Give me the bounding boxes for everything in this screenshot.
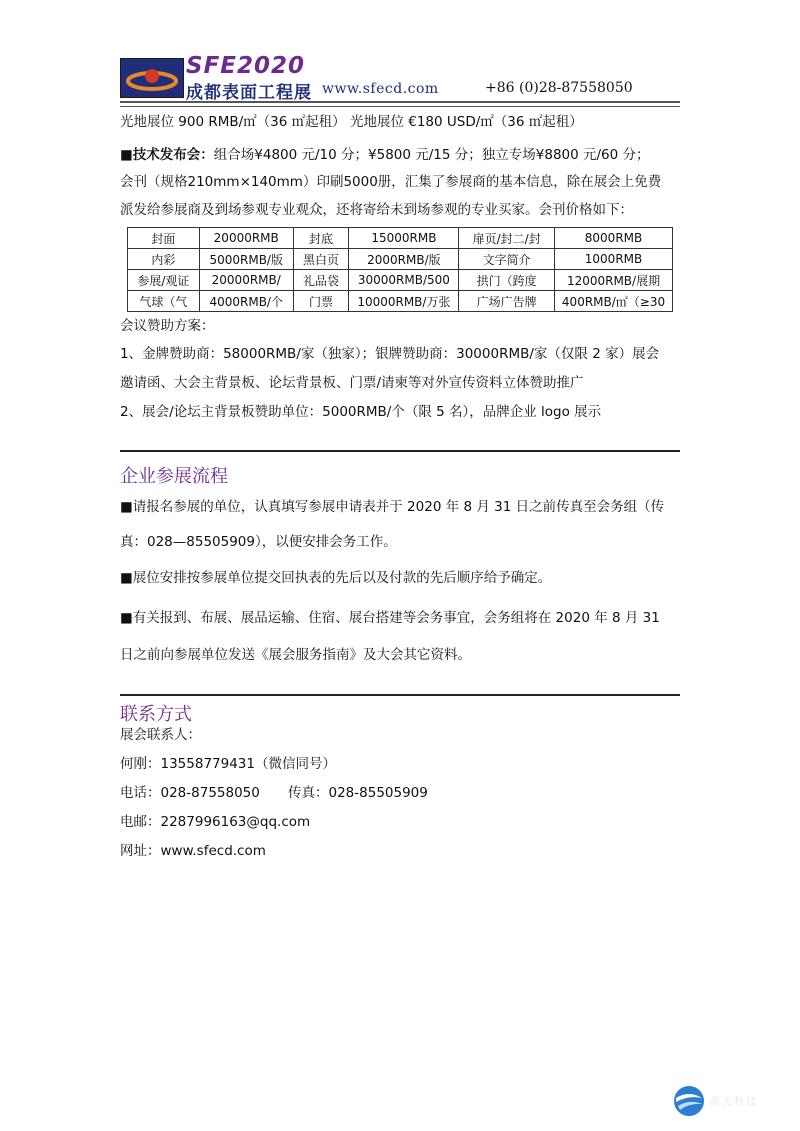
header-rule xyxy=(120,101,680,103)
table-cell: 5000RMB/版 xyxy=(199,249,293,270)
table-cell: 参展/观证 xyxy=(128,270,200,291)
contact-website[interactable]: 网址：www.sfecd.com xyxy=(120,843,266,859)
contact-email[interactable]: 电邮：2287996163@qq.com xyxy=(120,814,311,830)
logo-subtitle: 成都表面工程展 xyxy=(186,83,312,103)
contact-tel: 电话：028-87558050 xyxy=(120,785,260,801)
table-cell: 8000RMB xyxy=(555,228,673,249)
table-cell: 拱门（跨度 xyxy=(459,270,555,291)
table-cell: 封底 xyxy=(293,228,349,249)
tech-bullet: ■ xyxy=(120,147,133,163)
header-rule-thin xyxy=(120,106,680,107)
process-para-2: ■展位安排按参展单位提交回执表的先后以及付款的先后顺序给予确定。 xyxy=(120,570,552,586)
logo xyxy=(120,58,184,98)
contact-person: 何刚：13558779431（微信同号） xyxy=(120,756,336,772)
table-cell: 2000RMB/版 xyxy=(349,249,459,270)
section-divider xyxy=(120,694,680,696)
process-title: 企业参展流程 xyxy=(120,466,228,487)
process-para-3-cont: 日之前向参展单位发送《展会服务指南》及大会其它资料。 xyxy=(120,647,471,663)
header-phone: +86 (0)28-87558050 xyxy=(485,80,633,96)
sponsor-item-1-cont: 邀请函、大会主背景板、论坛背景板、门票/请柬等对外宣传资料立体赞助推广 xyxy=(120,375,584,391)
table-cell: 10000RMB/万张 xyxy=(349,291,459,312)
table-cell: 门票 xyxy=(293,291,349,312)
process-para-3: ■有关报到、布展、展品运输、住宿、展台搭建等会务事宜，会务组将在 2020 年 8 月 31 xyxy=(120,610,660,626)
catalog-line-2: 派发给参展商及到场参观专业观众，还将寄给未到场参观的专业买家。会刊价格如下： xyxy=(120,202,633,218)
table-row xyxy=(128,228,673,249)
logo-title: SFE2020 xyxy=(186,53,306,79)
globe-logo-icon xyxy=(672,1084,706,1118)
table-cell: 20000RMB/ xyxy=(199,270,293,291)
logo-emblem-icon xyxy=(121,59,183,97)
section-divider xyxy=(120,450,680,452)
footer-watermark: 蓝天科技 xyxy=(710,1097,758,1108)
table-cell: 30000RMB/500 xyxy=(349,270,459,291)
table-cell: 礼品袋 xyxy=(293,270,349,291)
table-cell: 4000RMB/个 xyxy=(199,291,293,312)
table-cell: 400RMB/㎡（≥30 xyxy=(555,291,673,312)
contact-title: 联系方式 xyxy=(120,704,192,725)
price-table xyxy=(127,227,673,312)
table-cell: 内彩 xyxy=(128,249,200,270)
table-cell: 封面 xyxy=(128,228,200,249)
process-para-1: ■请报名参展的单位，认真填写参展申请表并于 2020 年 8 月 31 日之前传真至会务组（传 xyxy=(120,499,665,515)
table-row xyxy=(128,270,673,291)
sponsor-item-1: 1、金牌赞助商：58000RMB/家（独家）；银牌赞助商：30000RMB/家（仅限 2 家）展会 xyxy=(120,346,660,362)
table-cell: 广场广告牌 xyxy=(459,291,555,312)
table-cell: 黑白页 xyxy=(293,249,349,270)
table-cell: 20000RMB xyxy=(199,228,293,249)
sponsor-item-2: 2、展会/论坛主背景板赞助单位：5000RMB/个（限 5 名），品牌企业 logo 展示 xyxy=(120,404,602,420)
tech-label: 技术发布会： xyxy=(132,147,214,163)
tech-text: 组合场¥4800 元/10 分；¥5800 元/15 分；独立专场¥8800 元/60 分； xyxy=(213,147,650,163)
table-row xyxy=(128,249,673,270)
table-cell: 12000RMB/展期 xyxy=(555,270,673,291)
table-cell: 文字简介 xyxy=(459,249,555,270)
contact-person-label: 展会联系人： xyxy=(120,727,201,743)
table-cell: 扉页/封二/封 xyxy=(459,228,555,249)
table-cell: 气球（气 xyxy=(128,291,200,312)
table-cell: 15000RMB xyxy=(349,228,459,249)
table-row xyxy=(128,291,673,312)
space-price-line: 光地展位 900 RMB/㎡（36 ㎡起租） 光地展位 €180 USD/㎡（36 ㎡起租） xyxy=(120,114,583,130)
tech-launch-line xyxy=(120,145,650,165)
contact-fax: 传真：028-85505909 xyxy=(288,785,428,801)
process-para-1-cont: 真：028—85505909），以便安排会务工作。 xyxy=(120,534,397,550)
table-cell: 1000RMB xyxy=(555,249,673,270)
header-url[interactable]: www.sfecd.com xyxy=(322,81,439,97)
catalog-line-1: 会刊（规格210mm×140mm）印刷5000册，汇集了参展商的基本信息，除在展会上免费 xyxy=(120,174,662,190)
sponsor-title: 会议赞助方案： xyxy=(120,318,215,334)
